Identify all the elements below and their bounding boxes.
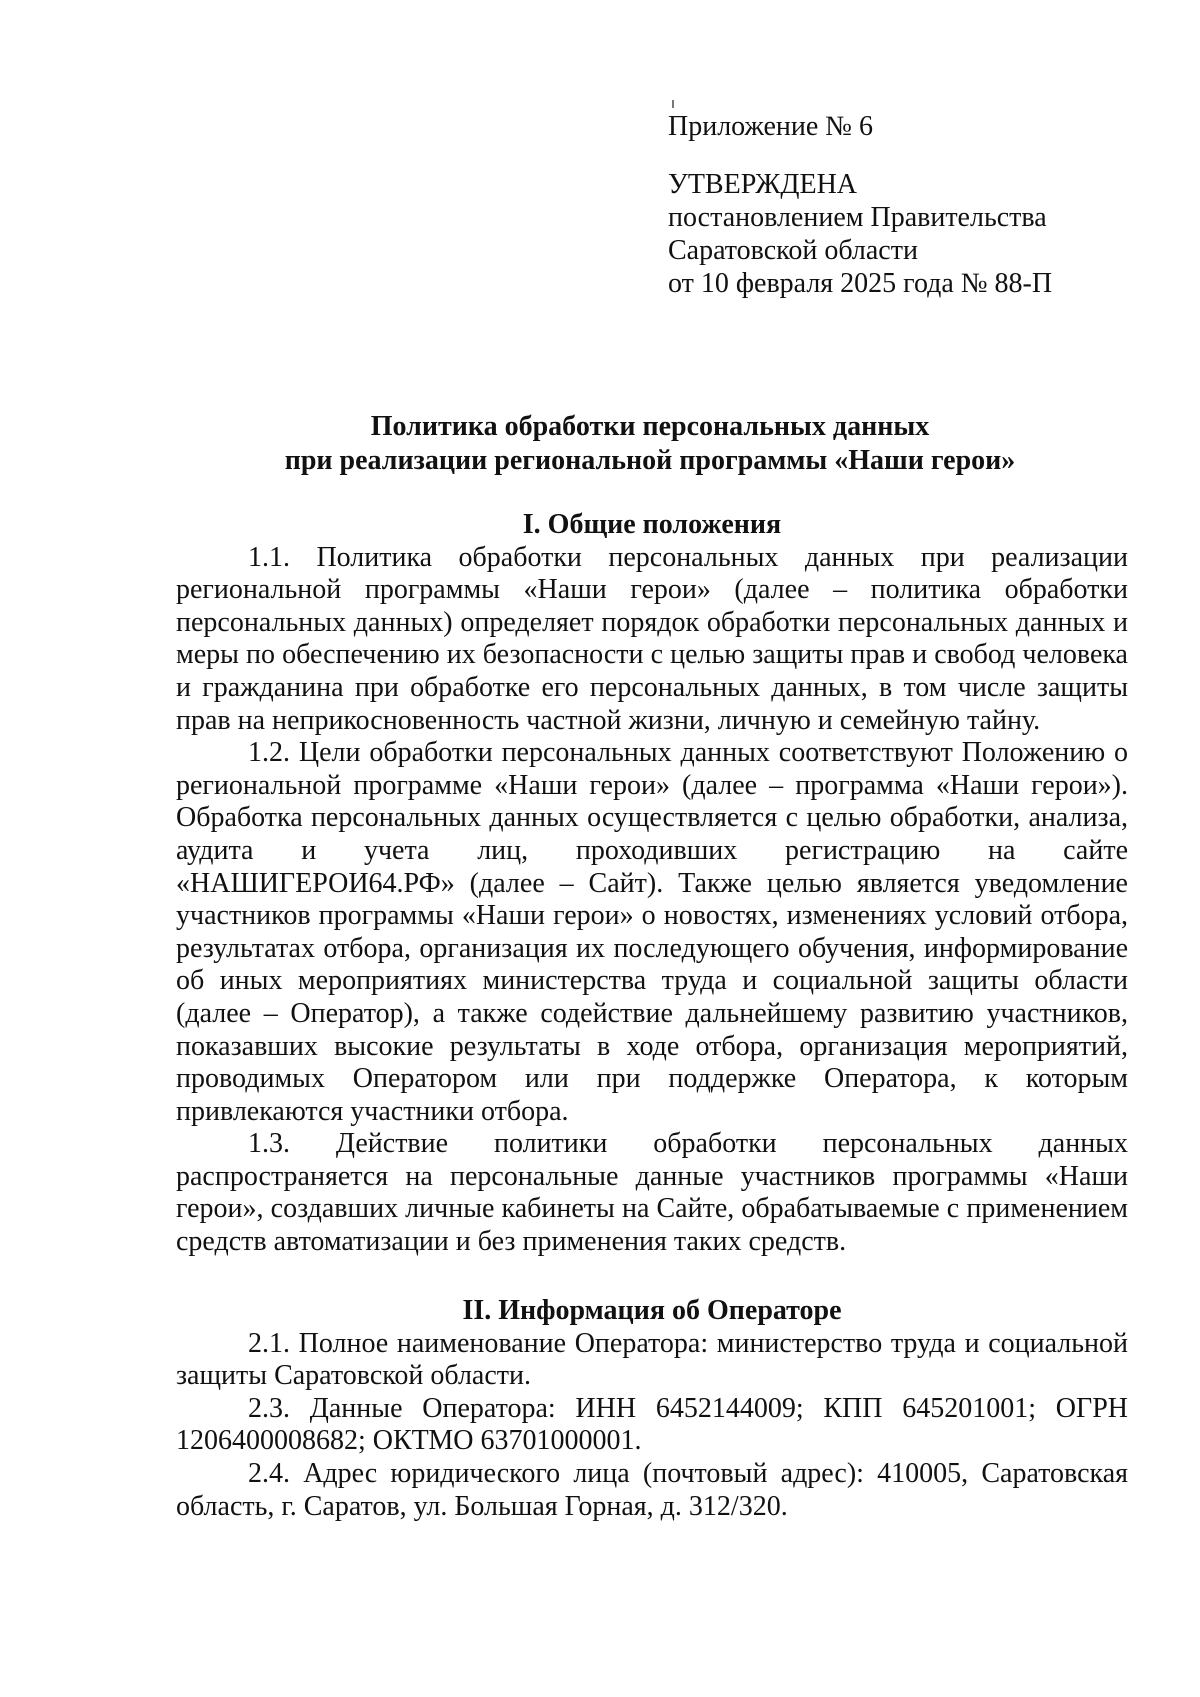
section-heading: I. Общие положения — [522, 509, 782, 540]
approval-line-2: Саратовской области — [668, 235, 918, 266]
document-title — [170, 410, 1130, 478]
paragraph-1-2: 1.2. Цели обработки персональных данных соответствуют Положению о региональной программе «Наши герои» (далее – программа «Наши герои»). Обработка персональных данных осуществляется с целью обработки, анализа, аудита и учета лиц, проходивших регистрацию на сайте «НАШИГЕРОИ64.РФ» (далее – Сайт). Также целью является уведомление участников программы «Наши герои» о новостях, изменениях условий отбора, результатах отбора, организация их последующего обучения, информирование об иных мероприятиях министерства труда и социальной защиты области (далее – Оператор), а также содействие дальнейшему развитию участников, показавших высокие результаты в ходе отбора, организация мероприятий, проводимых Оператором или при поддержке Оператора, к которым привлекаются участники отбора. — [176, 737, 1128, 1127]
approval-line-1: постановлением Правительства — [668, 202, 1047, 233]
approval-line-3: от 10 февраля 2025 года № 88-П — [668, 268, 1053, 299]
section-operator-info — [176, 1295, 1128, 1523]
paragraph-2-1: 2.1. Полное наименование Оператора: министерство труда и социальной защиты Саратовской области. — [176, 1327, 1128, 1392]
section-general-provisions — [176, 509, 1128, 1259]
section-heading: II. Информация об Операторе — [462, 1295, 842, 1326]
approved-label: УТВЕРЖДЕНА — [668, 169, 858, 200]
title-line-1: Политика обработки персональных данных — [370, 411, 930, 442]
paragraph-2-4: 2.4. Адрес юридического лица (почтовый адрес): 410005, Саратовская область, г. Саратов, ул. Большая Горная, д. 312/320. — [176, 1457, 1128, 1522]
paragraph-1-1: 1.1. Политика обработки персональных данных при реализации региональной программы «Наши герои» (далее – политика обработки персональных данных) определяет порядок обработки персональных данных и меры по обеспечению их безопасности с целью защиты прав и свобод человека и гражданина при обработке его персональных данных, в том числе защиты прав на неприкосновенность частной жизни, личную и семейную тайну. — [176, 541, 1128, 736]
scan-mark — [672, 100, 674, 108]
paragraph-2-3: 2.3. Данные Оператора: ИНН 6452144009; КПП 645201001; ОГРН 1206400008682; ОКТМО 63701000001. — [176, 1392, 1128, 1457]
approval-block — [668, 110, 1088, 300]
title-line-2: при реализации региональной программы «Наши герои» — [284, 445, 1016, 476]
appendix-number: Приложение № 6 — [668, 111, 873, 142]
paragraph-1-3: 1.3. Действие политики обработки персональных данных распространяется на персональные данные участников программы «Наши герои», создавших личные кабинеты на Сайте, обрабатываемые с применением средств автоматизации и без применения таких средств. — [176, 1128, 1128, 1258]
